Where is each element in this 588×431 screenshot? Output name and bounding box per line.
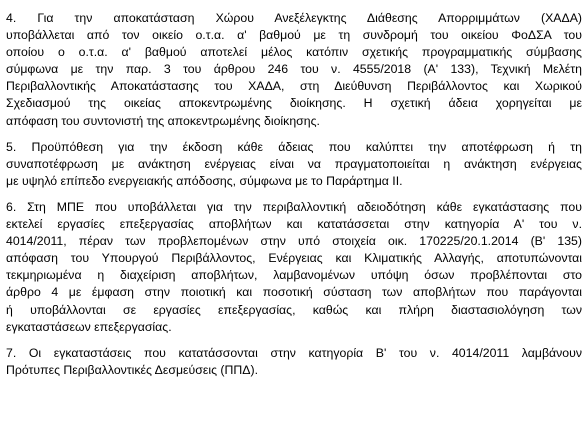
text-line: απόφαση του συντονιστή της αποκεντρωμένης διοίκησης. bbox=[6, 113, 320, 128]
text-line: 7. Οι εγκαταστάσεις που κατατάσσονται στην κατηγορία Β' του ν. 4014/2011 λαμβάνουν bbox=[6, 345, 582, 360]
text-line: με υψηλό επίπεδο ενεργειακής απόδοσης, σύμφωνα με το Παράρτημα ΙΙ. bbox=[6, 173, 403, 188]
text-line: οποίου ο ο.τ.α. α' βαθμού αποτελεί μέλος κατόπιν σχετικής προγραμματικής σύμβασης bbox=[6, 45, 582, 60]
text-line: υποβάλλεται από τον οικείο ο.τ.α. α' βαθμού με τη συνδρομή του οικείου ΦοΔΣΑ του bbox=[6, 28, 582, 43]
document-page bbox=[0, 10, 588, 379]
paragraph-gap bbox=[0, 130, 588, 139]
paragraph-5 bbox=[0, 139, 588, 190]
text-line: Σχεδιασμού της οικείας αποκεντρωμένης διοίκησης. Η σχετική άδεια χορηγείται με bbox=[6, 96, 582, 111]
paragraph-7 bbox=[0, 345, 588, 379]
text-line: ή υποβάλλονται σε εργασίες επεξεργασίας, καθώς και πλήρη διαστασιολόγηση των bbox=[6, 302, 582, 317]
text-line: 6. Στη ΜΠΕ που υποβάλλεται για την περιβαλλοντική αδειοδότηση κάθε εγκατάστασης που bbox=[6, 199, 582, 214]
paragraph-gap bbox=[0, 336, 588, 345]
text-line: απόφαση του Υπουργού Περιβάλλοντος, Ενέργειας και Κλιματικής Αλλαγής, αποτυπώνονται bbox=[6, 251, 582, 266]
text-line: εκτελεί εργασίες επεξεργασίας αποβλήτων και κατατάσσεται στην κατηγορία Α' του ν. bbox=[6, 217, 582, 232]
text-line: άρθρο 4 με έμφαση στην ποιοτική και ποσοτική σύσταση των αποβλήτων που παράγονται bbox=[6, 285, 582, 300]
paragraph-6 bbox=[0, 199, 588, 336]
text-line: Πρότυπες Περιβαλλοντικές Δεσμεύσεις (ΠΠΔ). bbox=[6, 362, 258, 377]
paragraph-4 bbox=[0, 10, 588, 130]
text-line: 4. Για την αποκατάσταση Χώρου Ανεξέλεγκτης Διάθεσης Απορριμμάτων (ΧΑΔΑ) bbox=[6, 11, 582, 25]
text-line: 4014/2011, πέραν των προβλεπομένων στην υπό στοιχεία οικ. 170225/20.1.2014 (Β' 135) bbox=[6, 234, 582, 249]
text-line: Περιβαλλοντικής Αποκατάστασης του ΧΑΔΑ, στη Διεύθυνση Περιβάλλοντος και Χωρικού bbox=[6, 79, 582, 94]
paragraph-gap bbox=[0, 190, 588, 199]
text-line: τεκμηριωμένα η διαχείριση αποβλήτων, λαμβανομένων υπόψη όσων προβλέπονται στο bbox=[6, 268, 582, 283]
text-line: συναποτέφρωση με ανάκτηση ενέργειας είναι να πραγματοποιείται η ανάκτηση ενέργειας bbox=[6, 156, 582, 171]
text-line: 5. Προϋπόθεση για την έκδοση κάθε άδειας που καλύπτει την αποτέφρωση ή τη bbox=[6, 139, 582, 154]
text-line: σύμφωνα με την παρ. 3 του άρθρου 246 του ν. 4555/2018 (Α' 133), Τεχνική Μελέτη bbox=[6, 62, 582, 77]
text-line: εγκαταστάσεων επεξεργασίας. bbox=[6, 319, 172, 334]
